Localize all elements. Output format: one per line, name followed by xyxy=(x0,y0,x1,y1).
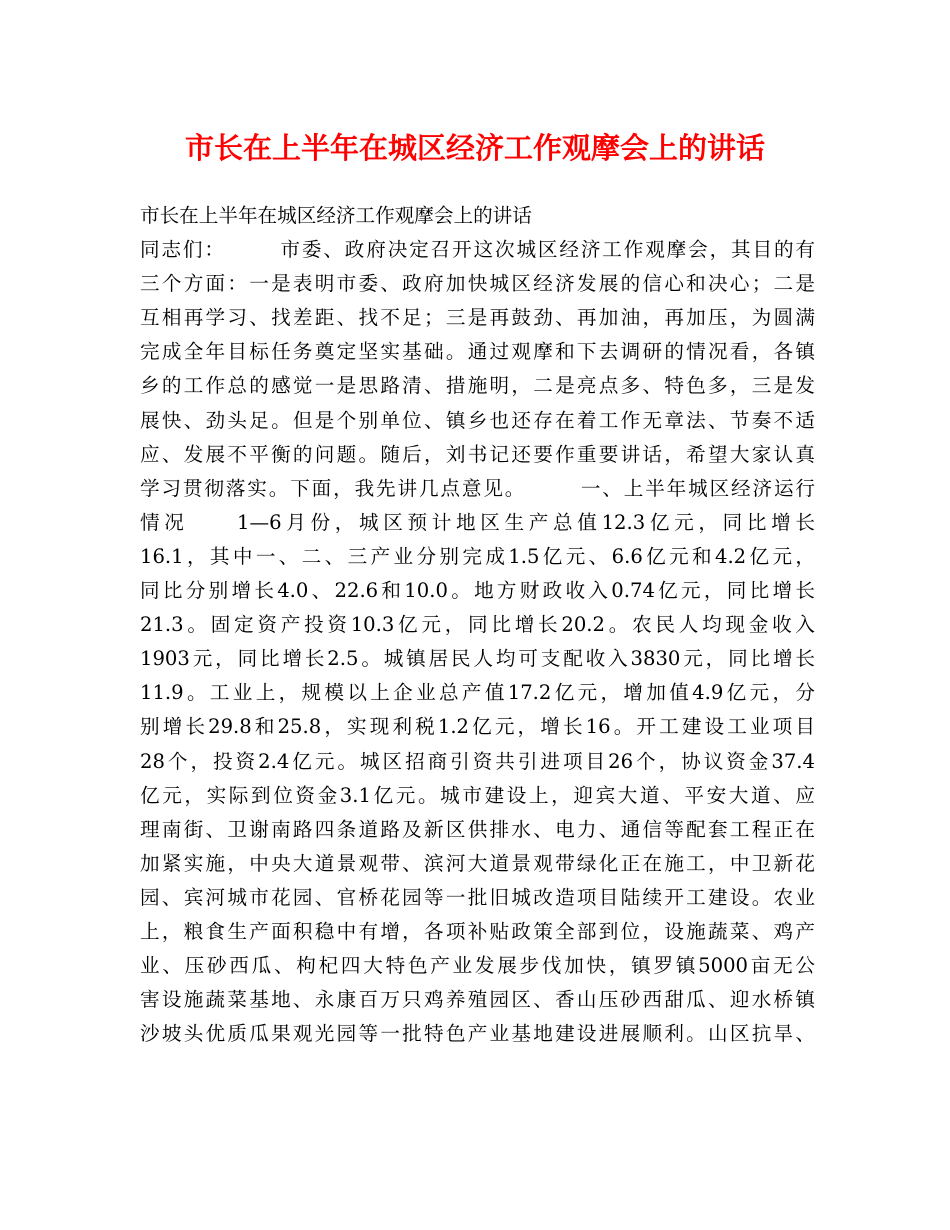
body-line: 情况 1—6月份，城区预计地区生产总值12.3亿元，同比增长 xyxy=(140,510,815,534)
body-line: 11.9。工业上，规模以上企业总产值17.2亿元，增加值4.9亿元，分 xyxy=(140,681,815,705)
body-line: 上，粮食生产面积稳中有增，各项补贴政策全部到位，设施蔬菜、鸡产 xyxy=(140,919,815,943)
body-line: 园、宾河城市花园、官桥花园等一批旧城改造项目陆续开工建设。农业 xyxy=(140,885,815,909)
body-line: 同比分别增长4.0、22.6和10.0。地方财政收入0.74亿元，同比增长 xyxy=(140,579,815,603)
body-line: 学习贯彻落实。下面，我先讲几点意见。 一、上半年城区经济运行 xyxy=(140,476,815,500)
body-line: 加紧实施，中央大道景观带、滨河大道景观带绿化正在施工，中卫新花 xyxy=(140,851,815,875)
body-line: 应、发展不平衡的问题。随后，刘书记还要作重要讲话，希望大家认真 xyxy=(140,442,815,466)
body-line: 28个，投资2.4亿元。城区招商引资共引进项目26个，协议资金37.4 xyxy=(140,749,815,773)
document-title: 市长在上半年在城区经济工作观摩会上的讲话 xyxy=(184,131,765,165)
body-line: 展快、劲头足。但是个别单位、镇乡也还存在着工作无章法、节奏不适 xyxy=(140,408,815,432)
body-line: 1903元，同比增长2.5。城镇居民人均可支配收入3830元，同比增长 xyxy=(140,647,815,671)
body-line: 亿元，实际到位资金3.1亿元。城市建设上，迎宾大道、平安大道、应 xyxy=(140,783,815,807)
body-line: 害设施蔬菜基地、永康百万只鸡养殖园区、香山压砂西甜瓜、迎水桥镇 xyxy=(140,988,815,1012)
body-line: 别增长29.8和25.8，实现利税1.2亿元，增长16。开工建设工业项目 xyxy=(140,715,815,739)
body-line: 21.3。固定资产投资10.3亿元，同比增长20.2。农民人均现金收入 xyxy=(140,613,815,637)
body-line: 完成全年目标任务奠定坚实基础。通过观摩和下去调研的情况看，各镇 xyxy=(140,340,815,364)
body-line: 理南街、卫谢南路四条道路及新区供排水、电力、通信等配套工程正在 xyxy=(140,817,815,841)
body-line: 市长在上半年在城区经济工作观摩会上的讲话 xyxy=(140,204,532,227)
body-line: 沙坡头优质瓜果观光园等一批特色产业基地建设进展顺利。山区抗旱、 xyxy=(140,1022,815,1046)
body-line: 互相再学习、找差距、找不足；三是再鼓劲、再加油，再加压，为圆满 xyxy=(140,306,815,330)
body-line: 16.1，其中一、二、三产业分别完成1.5亿元、6.6亿元和4.2亿元， xyxy=(140,544,815,568)
body-line: 同志们： 市委、政府决定召开这次城区经济工作观摩会，其目的有 xyxy=(140,238,815,262)
body-line: 三个方面：一是表明市委、政府加快城区经济发展的信心和决心；二是 xyxy=(140,272,815,296)
body-line: 业、压砂西瓜、枸杞四大特色产业发展步伐加快，镇罗镇5000亩无公 xyxy=(140,954,815,978)
document-body xyxy=(140,199,815,1051)
body-line: 乡的工作总的感觉一是思路清、措施明，二是亮点多、特色多，三是发 xyxy=(140,374,815,398)
